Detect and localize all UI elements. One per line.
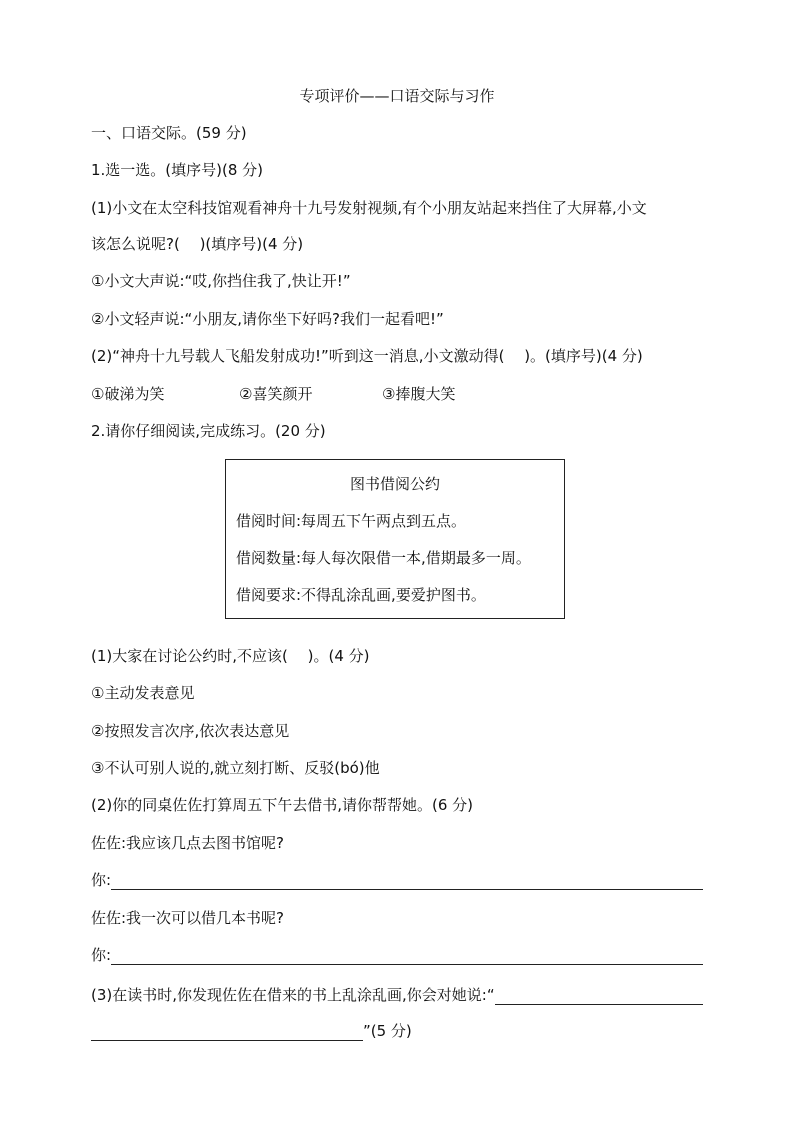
- question-2-1-option-1: ①主动发表意见: [91, 684, 195, 702]
- question-2-1-option-2: ②按照发言次序,依次表达意见: [91, 722, 290, 740]
- section-heading: 一、口语交际。(59 分): [91, 124, 247, 142]
- dialog-2-answer-line[interactable]: [111, 947, 703, 965]
- option-2: ②小文轻声说:“小朋友,请你坐下好吗?我们一起看吧!”: [91, 310, 444, 328]
- question-2-heading: 2.请你仔细阅读,完成练习。(20 分): [91, 422, 326, 440]
- question-2-3-answer-line-2[interactable]: [91, 1023, 363, 1041]
- question-2-1-text: (1)大家在讨论公约时,不应该( )。(4 分): [91, 647, 370, 665]
- question-2-1-option-3: ③不认可别人说的,就立刻打断、反驳(bó)他: [91, 759, 380, 777]
- dialog-1-answer-row: [91, 870, 703, 890]
- choice-3: ③捧腹大笑: [382, 385, 456, 403]
- dialog-2-answer-label: 你:: [91, 946, 112, 964]
- question-2-3-row: [91, 985, 703, 1005]
- question-2-3-row-2: [91, 1021, 703, 1041]
- question-1-heading: 1.选一选。(填序号)(8 分): [91, 161, 264, 179]
- choice-2: ②喜笑颜开: [239, 385, 313, 403]
- question-1-1-text: (1)小文在太空科技馆观看神舟十九号发射视频,有个小朋友站起来挡住了大屏幕,小文: [91, 199, 647, 217]
- library-rules-title: 图书借阅公约: [349, 475, 440, 493]
- question-1-1-text-cont: 该怎么说呢?( )(填序号)(4 分): [91, 235, 304, 253]
- dialog-1-answer-line[interactable]: [111, 872, 703, 890]
- question-2-3-end: ”(5 分): [363, 1022, 412, 1040]
- rule-time: 借阅时间:每周五下午两点到五点。: [236, 512, 467, 530]
- choice-1: ①破涕为笑: [91, 385, 165, 403]
- dialog-2-answer-row: [91, 945, 703, 965]
- question-1-2-text: (2)“神舟十九号载人飞船发射成功!”听到这一消息,小文激动得( )。(填序号)(4 分): [91, 347, 643, 365]
- question-2-3-text: (3)在读书时,你发现佐佐在借来的书上乱涂乱画,你会对她说:“: [91, 986, 495, 1004]
- question-2-3-answer-line-1[interactable]: [495, 987, 703, 1005]
- dialog-1-answer-label: 你:: [91, 871, 112, 889]
- choice-row: [91, 384, 703, 404]
- rule-quantity: 借阅数量:每人每次限借一本,借期最多一周。: [236, 549, 531, 567]
- rule-requirement: 借阅要求:不得乱涂乱画,要爱护图书。: [236, 586, 486, 604]
- dialog-1-question: 佐佐:我应该几点去图书馆呢?: [91, 834, 285, 852]
- dialog-2-question: 佐佐:我一次可以借几本书呢?: [91, 909, 285, 927]
- option-1: ①小文大声说:“哎,你挡住我了,快让开!”: [91, 272, 351, 290]
- library-rules-box: [225, 459, 565, 619]
- page-title: 专项评价——口语交际与习作: [299, 87, 495, 105]
- question-2-2-text: (2)你的同桌佐佐打算周五下午去借书,请你帮帮她。(6 分): [91, 796, 474, 814]
